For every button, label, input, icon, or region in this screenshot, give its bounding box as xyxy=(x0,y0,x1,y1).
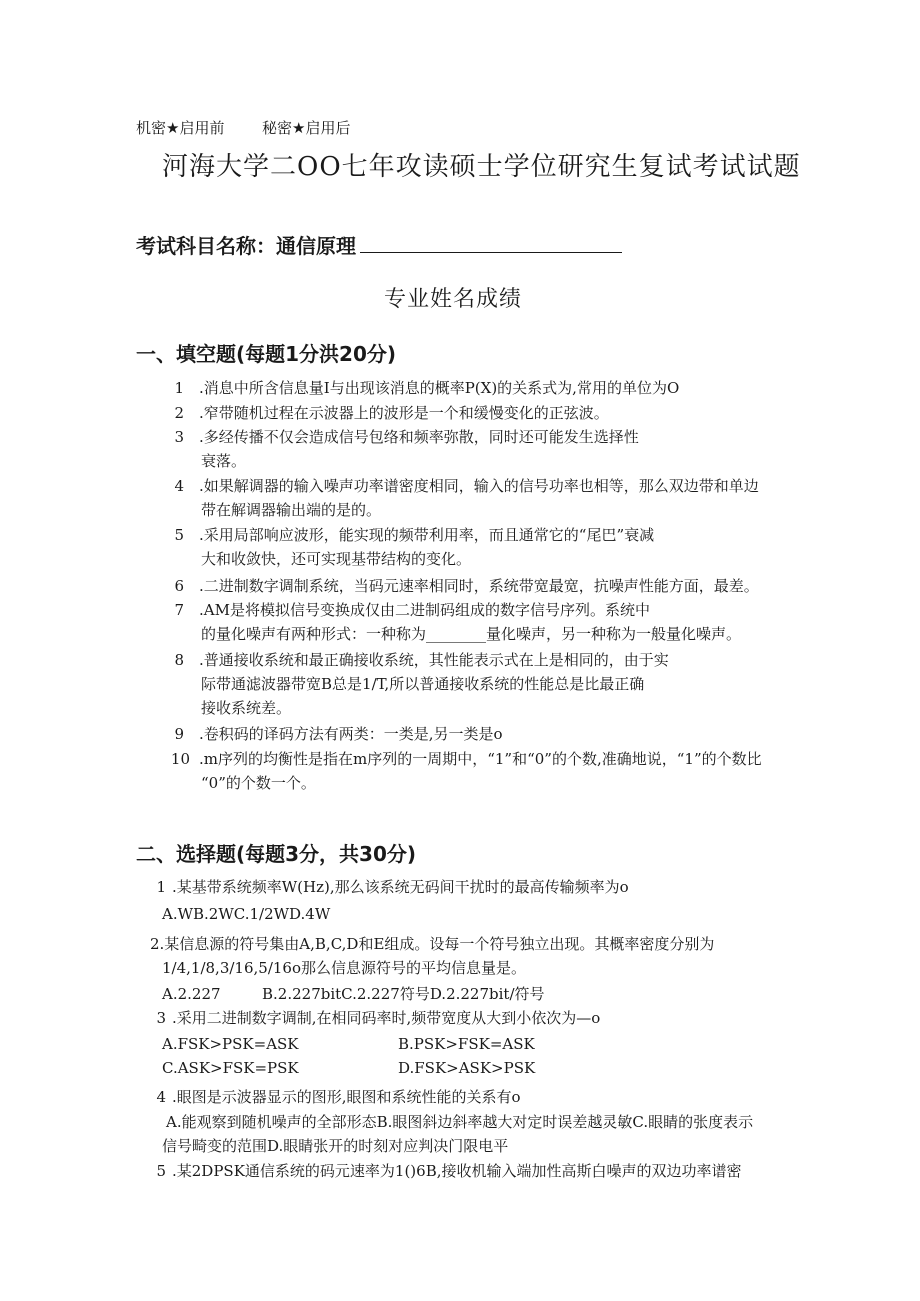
question-2-options: B.2.227bitC.2.227符号D.2.227bit/符号 xyxy=(262,985,545,1003)
item-text-continued: “0”的个数一个。 xyxy=(201,774,316,792)
question-3-option-d: D.FSK>ASK>PSK xyxy=(398,1059,536,1077)
question-4 xyxy=(152,1087,521,1107)
item-number: 3 xyxy=(174,428,184,446)
question-3-option-a: A.FSK>PSK=ASK xyxy=(162,1035,299,1053)
question-text: .眼图是示波器显示的图形,眼图和系统性能的关系有o xyxy=(172,1088,521,1106)
item-number: 1 xyxy=(174,379,184,397)
confidential-after: 秘密★启用后 xyxy=(262,119,351,137)
item-text-continued: 大和收敛快，还可实现基带结构的变化。 xyxy=(201,550,472,568)
item-text: .消息中所含信息量I与出现该消息的概率P(X)的关系式为,常用的单位为O xyxy=(199,379,680,397)
question-4-line3: 信号畸变的范围D.眼睛张开的时刻对应判决门限电平 xyxy=(162,1137,509,1155)
item-text-continued: 际带通滤波器带宽B总是1/T,所以普通接收系统的性能总是比最正确 xyxy=(201,675,645,693)
item-number: 8 xyxy=(174,651,184,669)
question-number: 4 xyxy=(156,1088,166,1106)
question-2-line2: 1/4,1/8,3/16,5/16o那么信息源符号的平均信息量是。 xyxy=(162,959,526,977)
section2-heading: 二、选择题(每题3分，共30分) xyxy=(136,842,417,866)
item-number: 10 xyxy=(170,750,190,768)
question-text: .某2DPSK通信系统的码元速率为1()6B,接收机输入端加性高斯白噪声的双边功率谱密 xyxy=(172,1162,742,1180)
subject-line xyxy=(136,230,622,259)
page-title: 河海大学二OO七年攻读硕士学位研究生复试考试试题 xyxy=(162,152,801,182)
item-text: .采用局部响应波形，能实现的频带利用率，而且通常它的“尾巴”衰减 xyxy=(199,526,655,544)
subject-value: 通信原理 xyxy=(276,234,356,258)
item-text: .二进制数字调制系统，当码元速率相同时，系统带宽最宽，抗噪声性能方面，最差。 xyxy=(199,577,759,595)
item-number: 5 xyxy=(174,526,184,544)
question-5 xyxy=(152,1161,742,1181)
item-number: 9 xyxy=(174,725,184,743)
section1-heading: 一、填空题(每题1分洪20分) xyxy=(136,342,397,366)
item-text: .m序列的均衡性是指在m序列的一周期中，“1”和“0”的个数,准确地说，“1”的个数比 xyxy=(199,750,762,768)
question-3-option-c: C.ASK>FSK=PSK xyxy=(162,1059,299,1077)
item-text: .卷积码的译码方法有两类：一类是,另一类是o xyxy=(199,725,503,743)
question-number: 5 xyxy=(156,1162,166,1180)
question-1-options: A.WB.2WC.1/2WD.4W xyxy=(162,905,331,923)
confidential-before: 机密★启用前 xyxy=(136,119,225,137)
item-text-continued: 的量化噪声有两种形式：一种称为________量化噪声，另一种称为一般量化噪声。 xyxy=(201,625,742,643)
subject-label: 考试科目名称： xyxy=(136,234,276,258)
item-number: 7 xyxy=(174,601,184,619)
item-text: .如果解调器的输入噪声功率谱密度相同，输入的信号功率也相等，那么双边带和单边 xyxy=(199,477,759,495)
item-number: 2 xyxy=(174,404,184,422)
question-text: .采用二进制数字调制,在相同码率时,频带宽度从大到小依次为—o xyxy=(172,1009,601,1027)
item-number: 6 xyxy=(174,577,184,595)
question-text: .某基带系统频率W(Hz),那么该系统无码间干扰时的最高传输频率为o xyxy=(172,878,629,896)
item-text-continued: 衰落。 xyxy=(201,452,247,470)
item-text-continued: 带在解调器输出端的是的。 xyxy=(201,501,382,519)
question-3 xyxy=(152,1008,600,1028)
item-number: 4 xyxy=(174,477,184,495)
candidate-fields: 专业姓名成绩 xyxy=(384,287,523,312)
question-4-line2: A.能观察到随机噪声的全部形态B.眼图斜边斜率越大对定时误差越灵敏C.眼睛的张度表示 xyxy=(166,1113,754,1131)
subject-underline xyxy=(360,232,622,253)
item-text: .多经传播不仅会造成信号包络和频率弥散，同时还可能发生选择性 xyxy=(199,428,639,446)
question-1 xyxy=(152,877,629,897)
question-2: 2.某信息源的符号集由A,B,C,D和E组成。设每一个符号独立出现。其概率密度分别为 xyxy=(150,935,715,953)
question-2-option-a: A.2.227 xyxy=(162,985,221,1003)
question-number: 3 xyxy=(156,1009,166,1027)
item-text: .窄带随机过程在示波器上的波形是一个和缓慢变化的正弦波。 xyxy=(199,404,609,422)
item-text: .AM是将模拟信号变换成仅由二进制码组成的数字信号序列。系统中 xyxy=(199,601,650,619)
item-text: .普通接收系统和最正确接收系统，其性能表示式在上是相同的，由于实 xyxy=(199,651,669,669)
item-text-continued: 接收系统差。 xyxy=(201,699,292,717)
question-3-option-b: B.PSK>FSK=ASK xyxy=(398,1035,535,1053)
question-number: 1 xyxy=(156,878,166,896)
